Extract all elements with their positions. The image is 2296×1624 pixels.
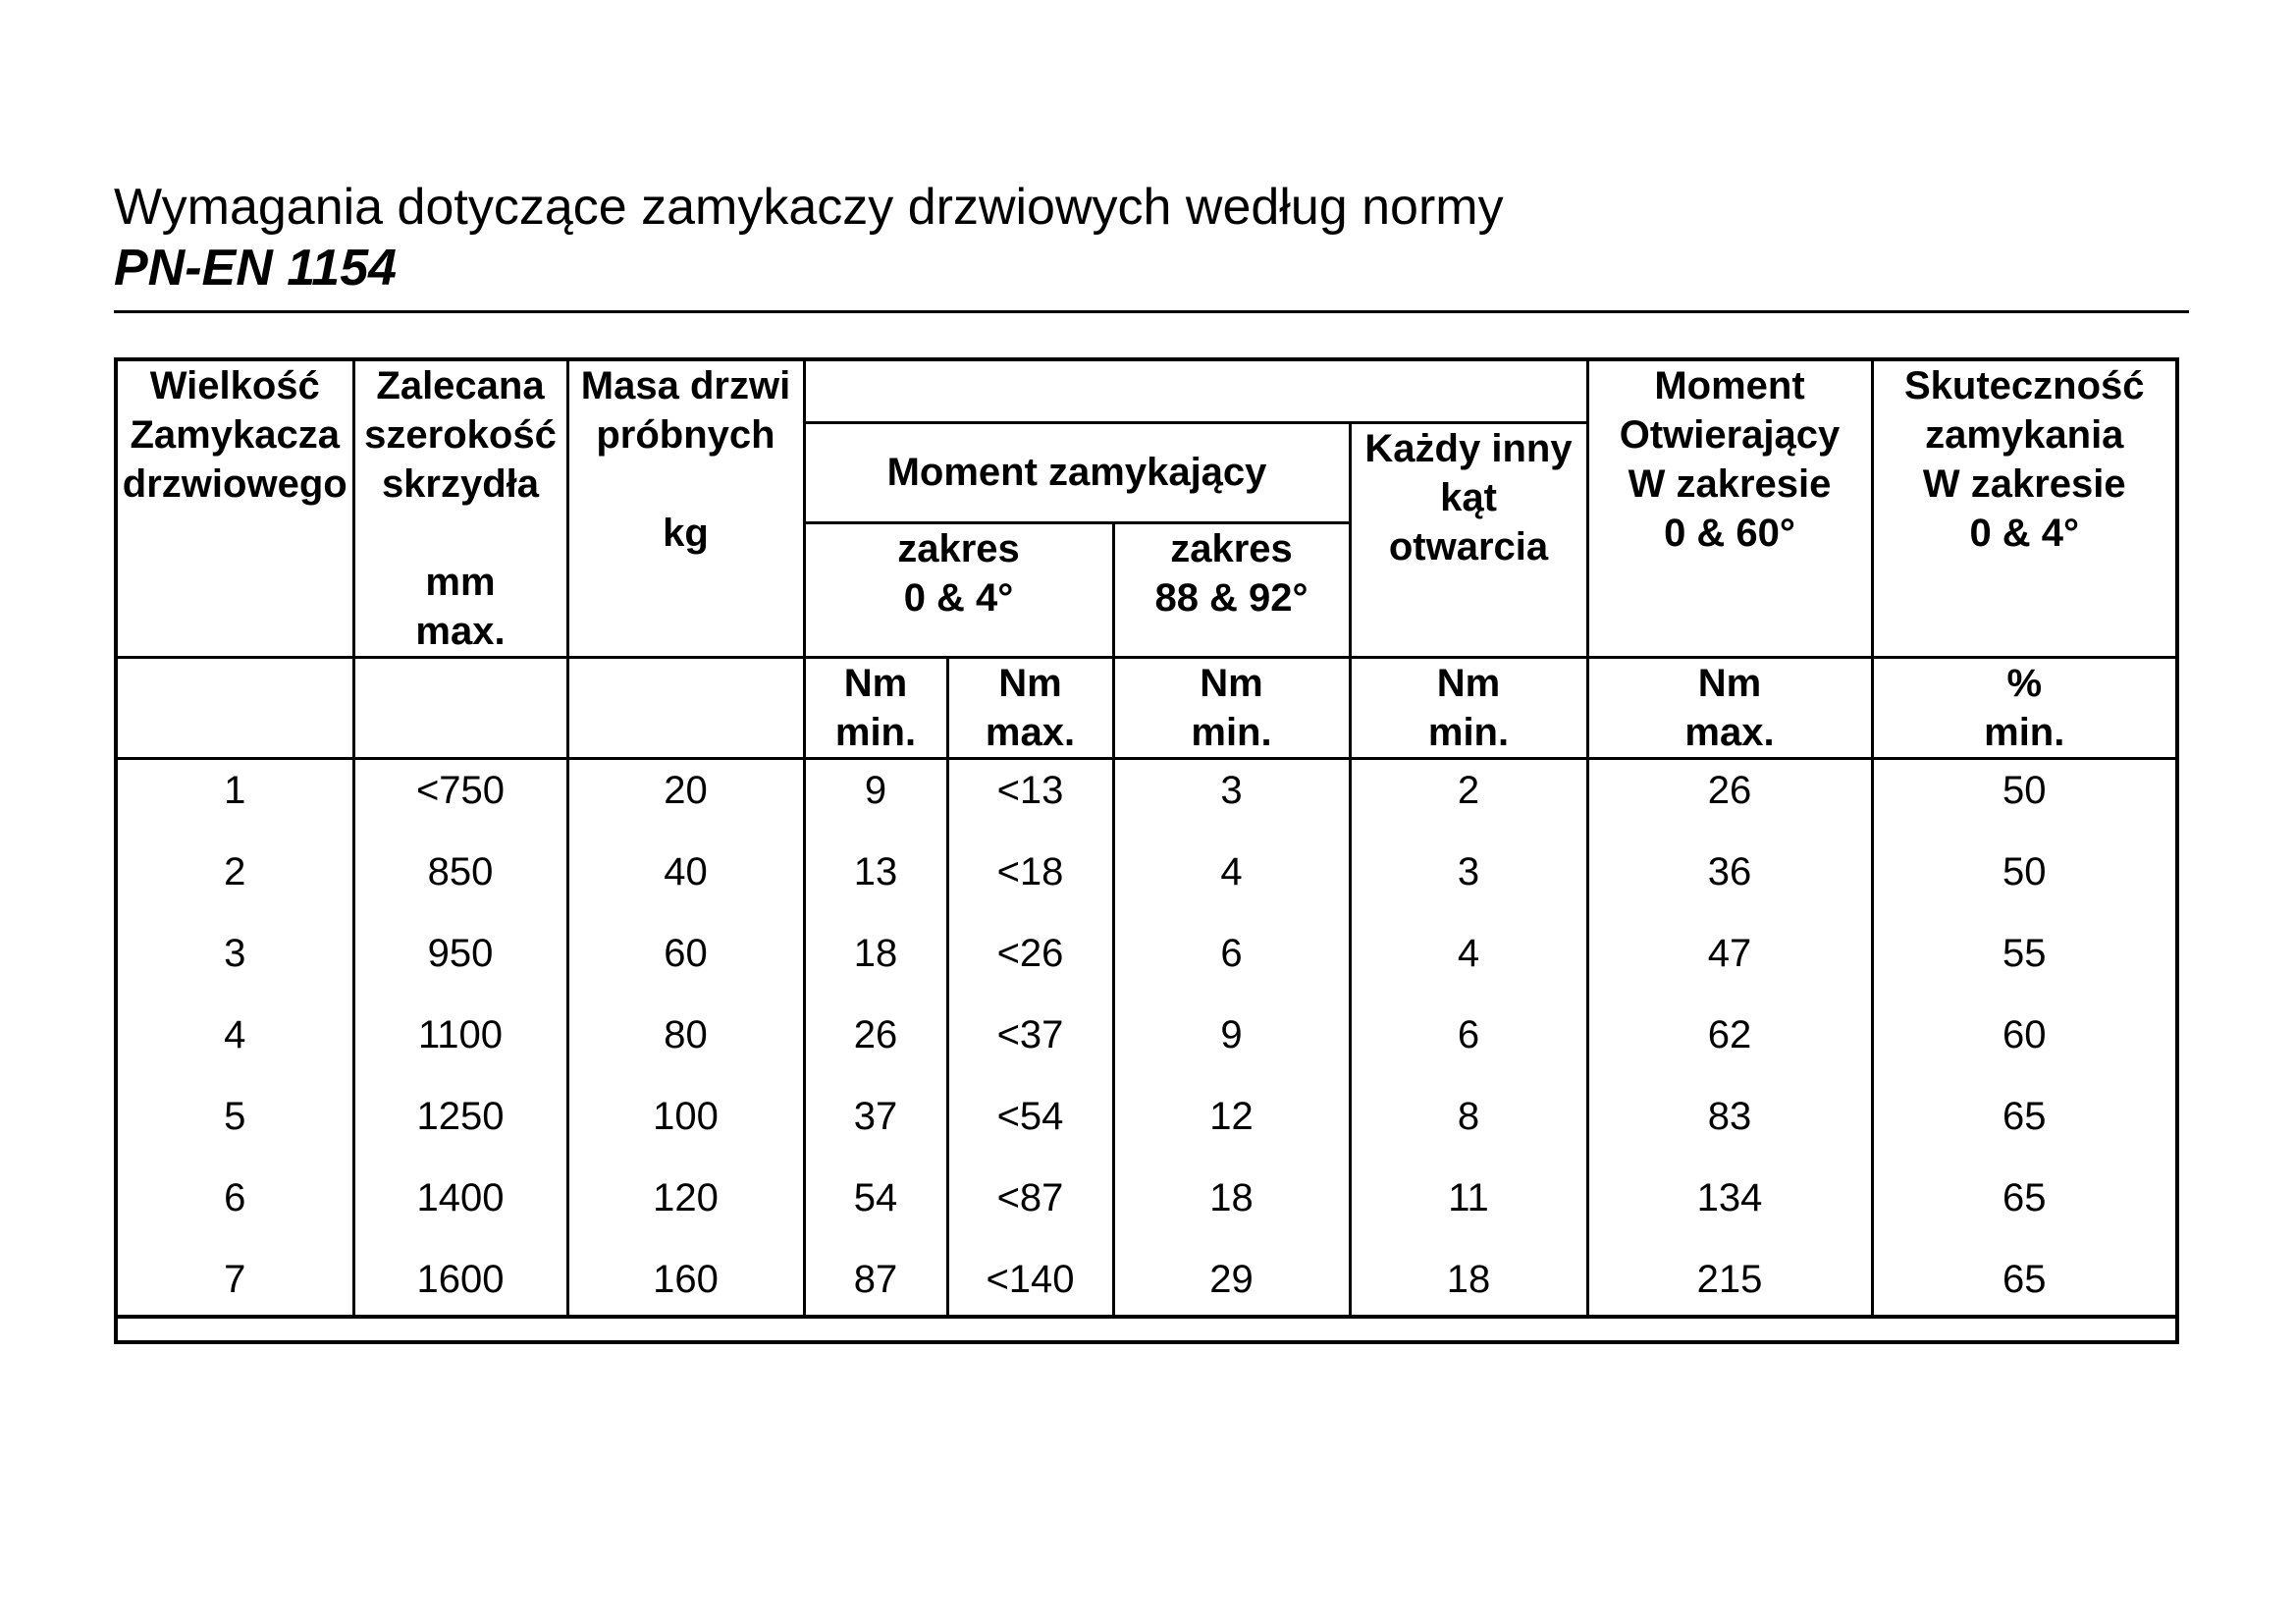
cell-efficiency: 55 xyxy=(2002,932,2047,975)
header-range-88-92: zakres 88 & 92° xyxy=(1113,523,1350,658)
cell-min-0-4: 13 xyxy=(853,850,898,893)
unit-min-0-4: Nm min. xyxy=(804,658,947,759)
cell-mass: 40 xyxy=(664,850,708,893)
header-closing-moment: Moment zamykający xyxy=(804,422,1350,523)
cell-mass: 20 xyxy=(664,769,708,812)
unit-blank-3 xyxy=(567,658,804,759)
table-row xyxy=(116,759,2177,842)
title-line-2-standard: PN-EN 1154 xyxy=(114,240,398,297)
table-row xyxy=(116,923,2177,1004)
cell-efficiency: 65 xyxy=(2002,1258,2047,1301)
cell-min-0-4: 26 xyxy=(853,1013,898,1056)
cell-width: 1100 xyxy=(417,1013,503,1056)
cell-opening-moment: 215 xyxy=(1696,1258,1763,1301)
cell-width: 850 xyxy=(427,850,494,893)
cell-efficiency: 60 xyxy=(2002,1013,2047,1056)
cell-opening-moment: 47 xyxy=(1707,932,1752,975)
header-mass: Masa drzwi próbnych kg xyxy=(567,359,804,658)
cell-width: 1250 xyxy=(416,1095,505,1138)
cell-size: 7 xyxy=(224,1258,246,1301)
header-width: Zalecana szerokość skrzydła mm max. xyxy=(353,359,567,658)
header-efficiency: Skuteczność zamykania W zakresie 0 & 4° xyxy=(1872,359,2177,658)
cell-min-88-92: 3 xyxy=(1220,769,1243,812)
unit-min-efficiency: % min. xyxy=(1872,658,2177,759)
cell-other-angle: 6 xyxy=(1457,1013,1480,1056)
cell-width: <750 xyxy=(415,769,506,812)
cell-max-0-4: <13 xyxy=(996,769,1064,812)
cell-max-0-4: <140 xyxy=(986,1258,1075,1301)
cell-efficiency: 50 xyxy=(2002,769,2047,812)
cell-other-angle: 4 xyxy=(1457,932,1480,975)
cell-other-angle: 2 xyxy=(1457,769,1480,812)
cell-max-0-4: <37 xyxy=(996,1013,1064,1056)
cell-mass: 160 xyxy=(653,1258,719,1301)
footer-empty-cell xyxy=(116,1317,2177,1342)
cell-other-angle: 11 xyxy=(1448,1176,1489,1219)
cell-size: 6 xyxy=(224,1176,246,1219)
cell-opening-moment: 62 xyxy=(1707,1013,1752,1056)
cell-max-0-4: <87 xyxy=(996,1176,1064,1219)
table-row xyxy=(116,1004,2177,1086)
cell-opening-moment: 36 xyxy=(1707,850,1752,893)
cell-mass: 80 xyxy=(664,1013,708,1056)
cell-size: 1 xyxy=(224,769,246,812)
cell-min-0-4: 9 xyxy=(864,769,887,812)
table-row xyxy=(116,841,2177,923)
table-row xyxy=(116,1249,2177,1317)
cell-width: 950 xyxy=(427,932,494,975)
cell-min-88-92: 4 xyxy=(1220,850,1243,893)
unit-max-opening: Nm max. xyxy=(1587,658,1872,759)
cell-size: 5 xyxy=(224,1095,246,1138)
cell-size: 2 xyxy=(224,850,246,893)
cell-min-0-4: 87 xyxy=(853,1258,898,1301)
header-other-angle: Każdy inny kąt otwarcia xyxy=(1350,422,1587,658)
cell-max-0-4: <26 xyxy=(996,932,1064,975)
unit-min-other: Nm min. xyxy=(1350,658,1587,759)
cell-mass: 120 xyxy=(653,1176,719,1219)
door-closer-requirements-table xyxy=(114,357,2179,1344)
cell-mass: 100 xyxy=(653,1095,719,1138)
cell-other-angle: 3 xyxy=(1457,850,1480,893)
cell-opening-moment: 83 xyxy=(1707,1095,1752,1138)
header-blank-top xyxy=(804,359,1587,422)
unit-max-0-4: Nm max. xyxy=(947,658,1113,759)
unit-min-88-92: Nm min. xyxy=(1113,658,1350,759)
cell-size: 4 xyxy=(224,1013,246,1056)
cell-min-88-92: 12 xyxy=(1209,1095,1254,1138)
cell-efficiency: 65 xyxy=(2002,1095,2047,1138)
cell-opening-moment: 134 xyxy=(1696,1176,1763,1219)
cell-opening-moment: 26 xyxy=(1707,769,1752,812)
header-size: Wielkość Zamykacza drzwiowego xyxy=(116,359,353,658)
table-footer-strip xyxy=(116,1317,2177,1342)
cell-efficiency: 65 xyxy=(2002,1176,2047,1219)
unit-blank-2 xyxy=(353,658,567,759)
cell-min-0-4: 18 xyxy=(853,932,898,975)
table-row xyxy=(116,1086,2177,1167)
cell-min-0-4: 54 xyxy=(853,1176,898,1219)
cell-size: 3 xyxy=(224,932,246,975)
cell-min-88-92: 18 xyxy=(1209,1176,1254,1219)
header-range-0-4: zakres 0 & 4° xyxy=(804,523,1113,658)
cell-min-88-92: 6 xyxy=(1220,932,1243,975)
cell-other-angle: 8 xyxy=(1457,1095,1480,1138)
title-divider xyxy=(114,310,2189,313)
cell-mass: 60 xyxy=(664,932,708,975)
cell-width: 1600 xyxy=(416,1258,505,1301)
title-line-1: Wymagania dotyczące zamykaczy drzwiowych według normy xyxy=(114,179,1504,236)
table-row xyxy=(116,1167,2177,1249)
cell-max-0-4: <18 xyxy=(996,850,1064,893)
header-opening-moment: Moment Otwierający W zakresie 0 & 60° xyxy=(1587,359,1872,658)
cell-min-0-4: 37 xyxy=(853,1095,898,1138)
cell-min-88-92: 29 xyxy=(1209,1258,1254,1301)
cell-width: 1400 xyxy=(416,1176,505,1219)
unit-blank-1 xyxy=(116,658,353,759)
cell-min-88-92: 9 xyxy=(1220,1013,1243,1056)
document-title xyxy=(114,177,2185,298)
cell-efficiency: 50 xyxy=(2002,850,2047,893)
cell-max-0-4: <54 xyxy=(996,1095,1064,1138)
cell-other-angle: 18 xyxy=(1446,1258,1491,1301)
